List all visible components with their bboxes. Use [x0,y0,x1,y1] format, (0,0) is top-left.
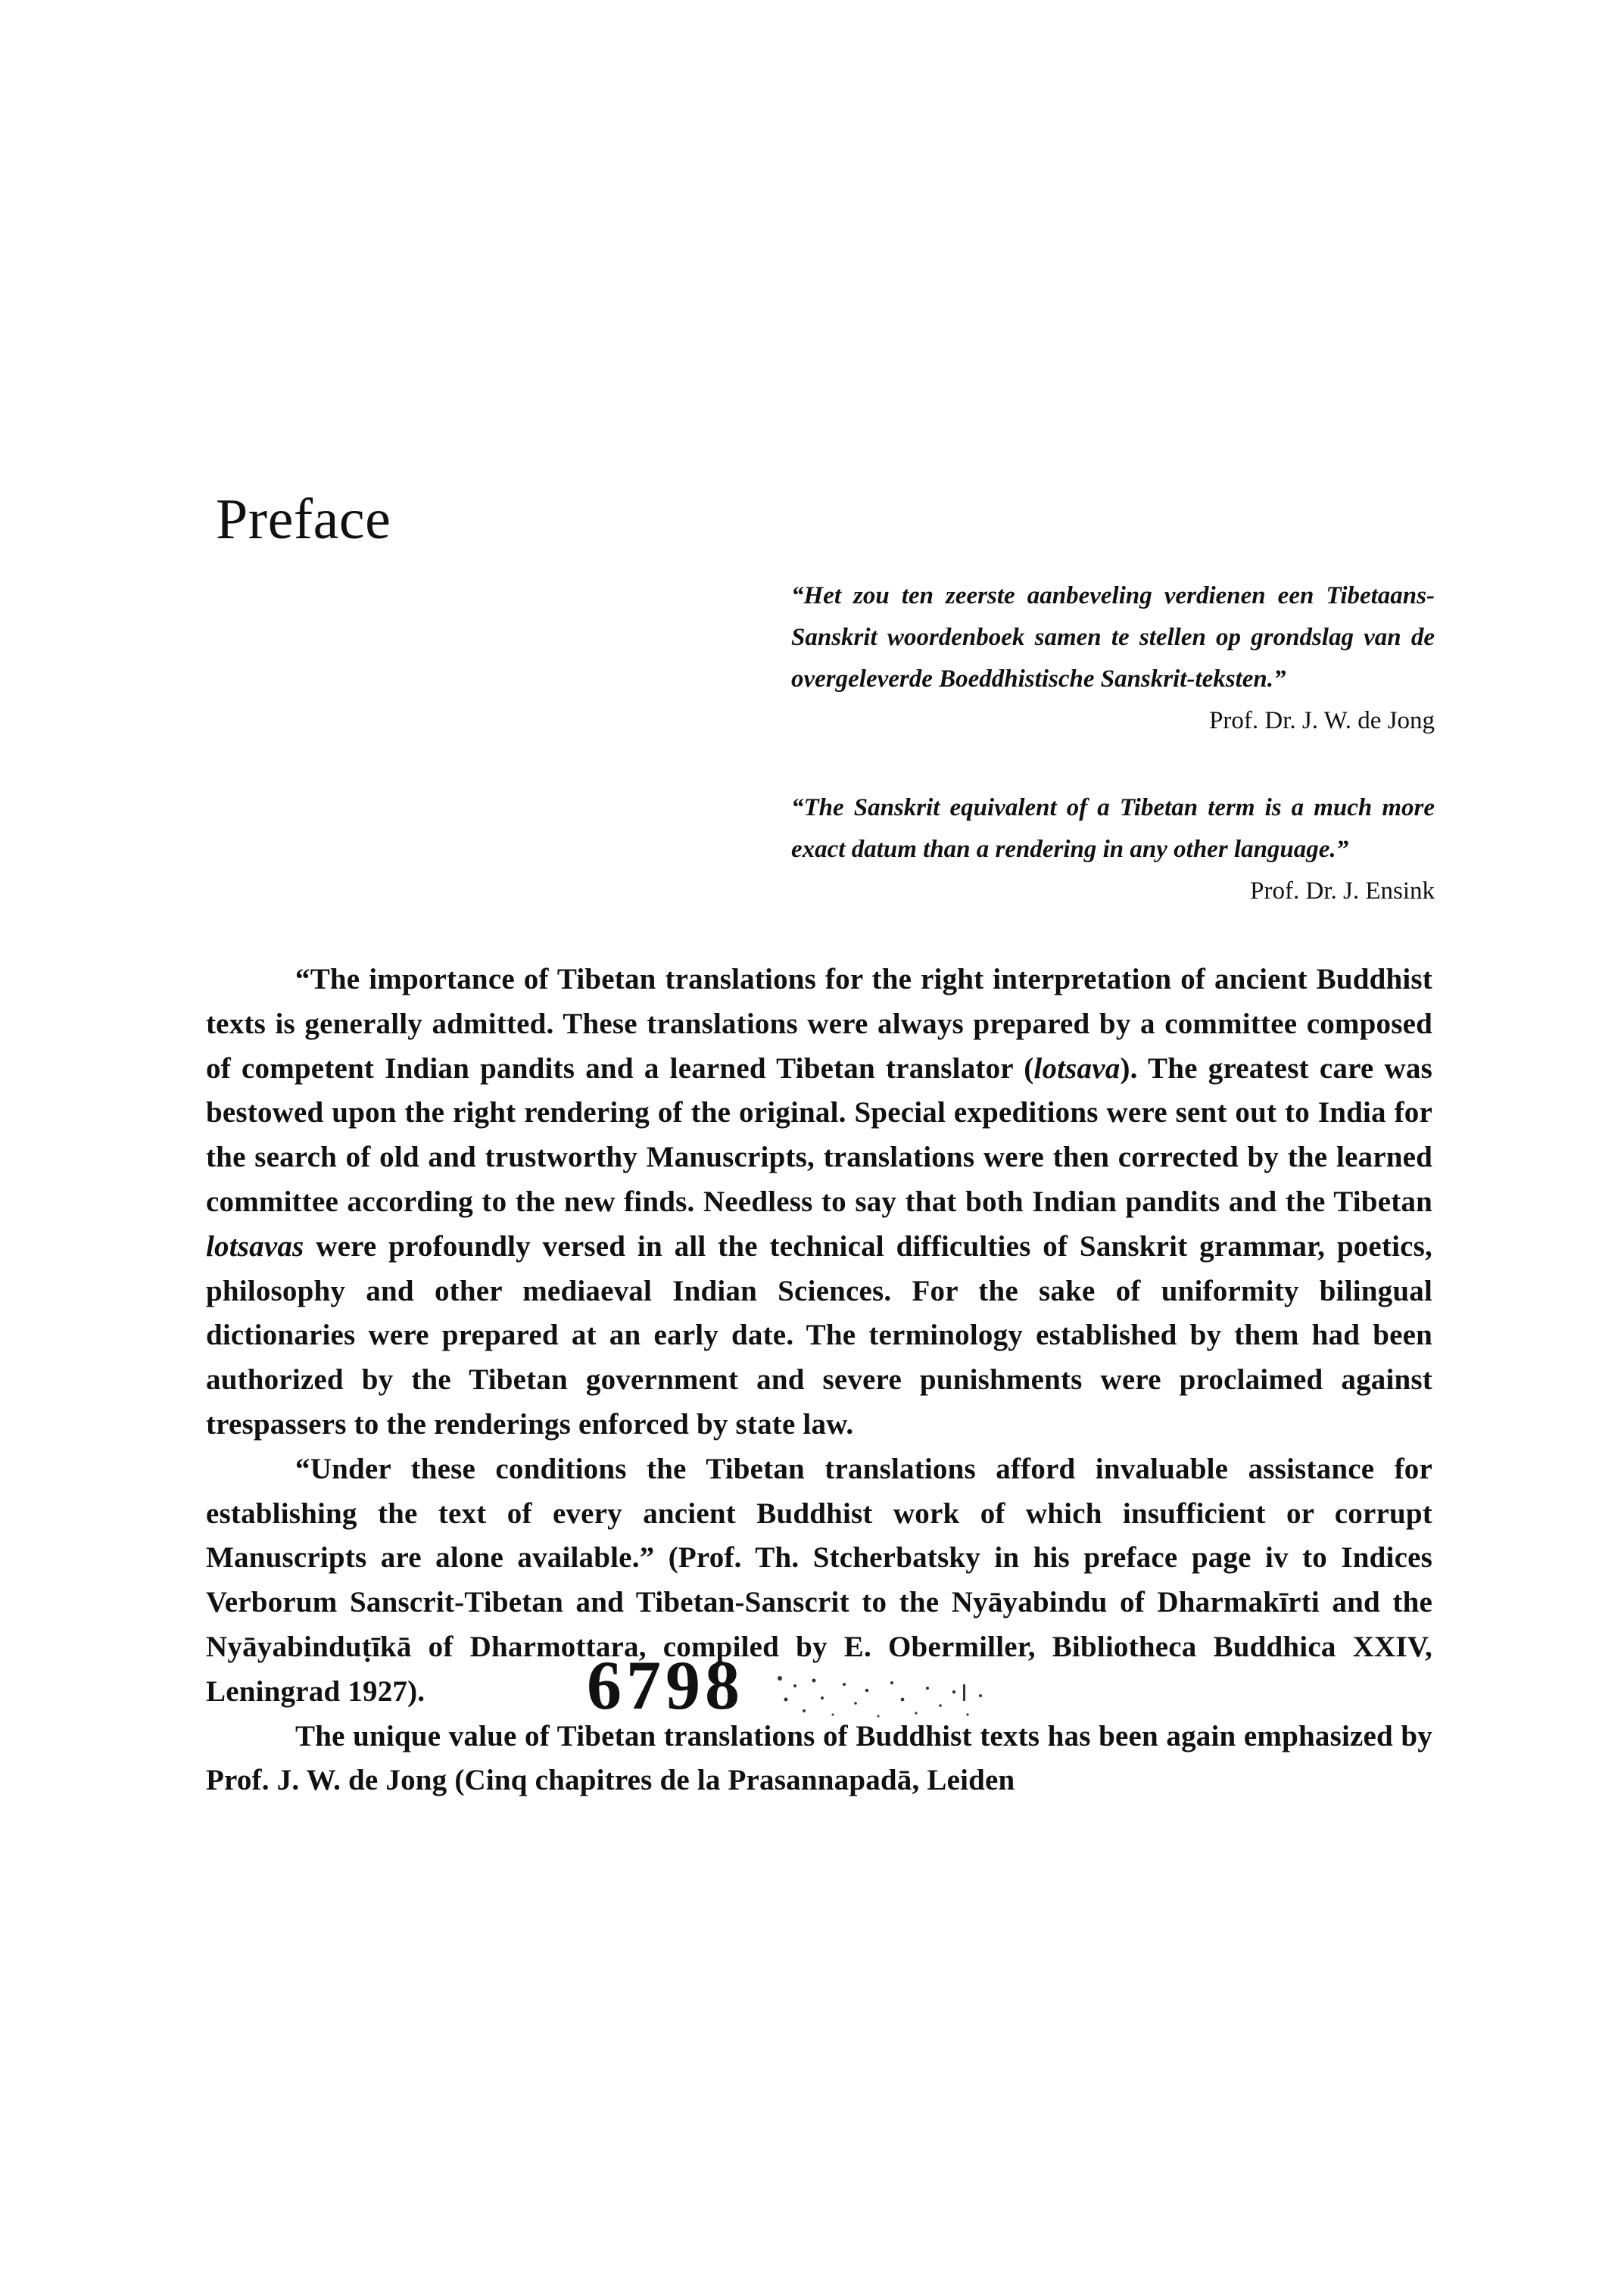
accession-stamp-number: 6798 [587,1647,744,1724]
paragraph-unique-value: The unique value of Tibetan translations of Buddhist texts has been again emphasized by Prof. J. W. de Jong (Cinq chapitres de la Prasannapadā, Leiden [206,1719,1432,1797]
paragraph-importance [206,958,1432,1447]
page-title: Preface [216,488,391,551]
stamp-smudge [772,1669,999,1730]
epigraph-quote: “The Sanskrit equivalent of a Tibetan term is a much more exact datum than a rendering in any other language.” [791,794,1435,863]
italic-term: lotsavas [206,1229,304,1263]
italic-term: lotsava [1033,1051,1121,1085]
epigraph-author: Prof. Dr. J. Ensink [1250,877,1435,905]
epigraph-author: Prof. Dr. J. W. de Jong [1209,707,1435,734]
paragraph-conditions: “Under these conditions the Tibetan translations afford invaluable assistance for establishing the text of every ancient Buddhist work of which insufficient or corrupt Manuscripts are alone available.” (Prof. Th. Stcherbatsky in his preface page iv to Indices Verborum Sanscrit-Tibetan and Tibetan-Sanscrit to the Nyāyabindu of Dharmakīrti and the Nyāyabinduṭīkā of Dharmottara, compiled by E. Obermiller, Bibliotheca Buddhica XXIV, Leningrad 1927). [206,1452,1432,1708]
paragraph-text: ). The greatest care was bestowed upon the right rendering of the original. Special expeditions were sent out to India for the search of old and trustworthy Manuscripts, translations were then corrected by the learned committee according to the new finds. Needless to say that both Indian pandits and the Tibetan [206,1051,1432,1218]
epigraph-de-jong [791,575,1435,742]
epigraph-quote: “Het zou ten zeerste aanbeveling verdienen een Tibetaans-Sanskrit woordenboek samen te stellen op grondslag van de overgeleverde Boeddhistische Sanskrit-teksten.” [791,582,1435,693]
paragraph-text: “The importance of Tibetan translations for the right interpretation of ancient Buddhist texts is generally admitted. These translations were always prepared by a committee composed of competent Indian pandits and a learned Tibetan translator ( [206,963,1432,1085]
paragraph-text: were profoundly versed in all the technical difficulties of Sanskrit grammar, poetics, philosophy and other mediaeval Indian Sciences. For the sake of uniformity bilingual dictionaries were prepared at an early date. The terminology established by them had been authorized by the Tibetan government and severe punishments were proclaimed against trespassers to the renderings enforced by state law. [206,1229,1432,1441]
epigraph-ensink [791,787,1435,912]
